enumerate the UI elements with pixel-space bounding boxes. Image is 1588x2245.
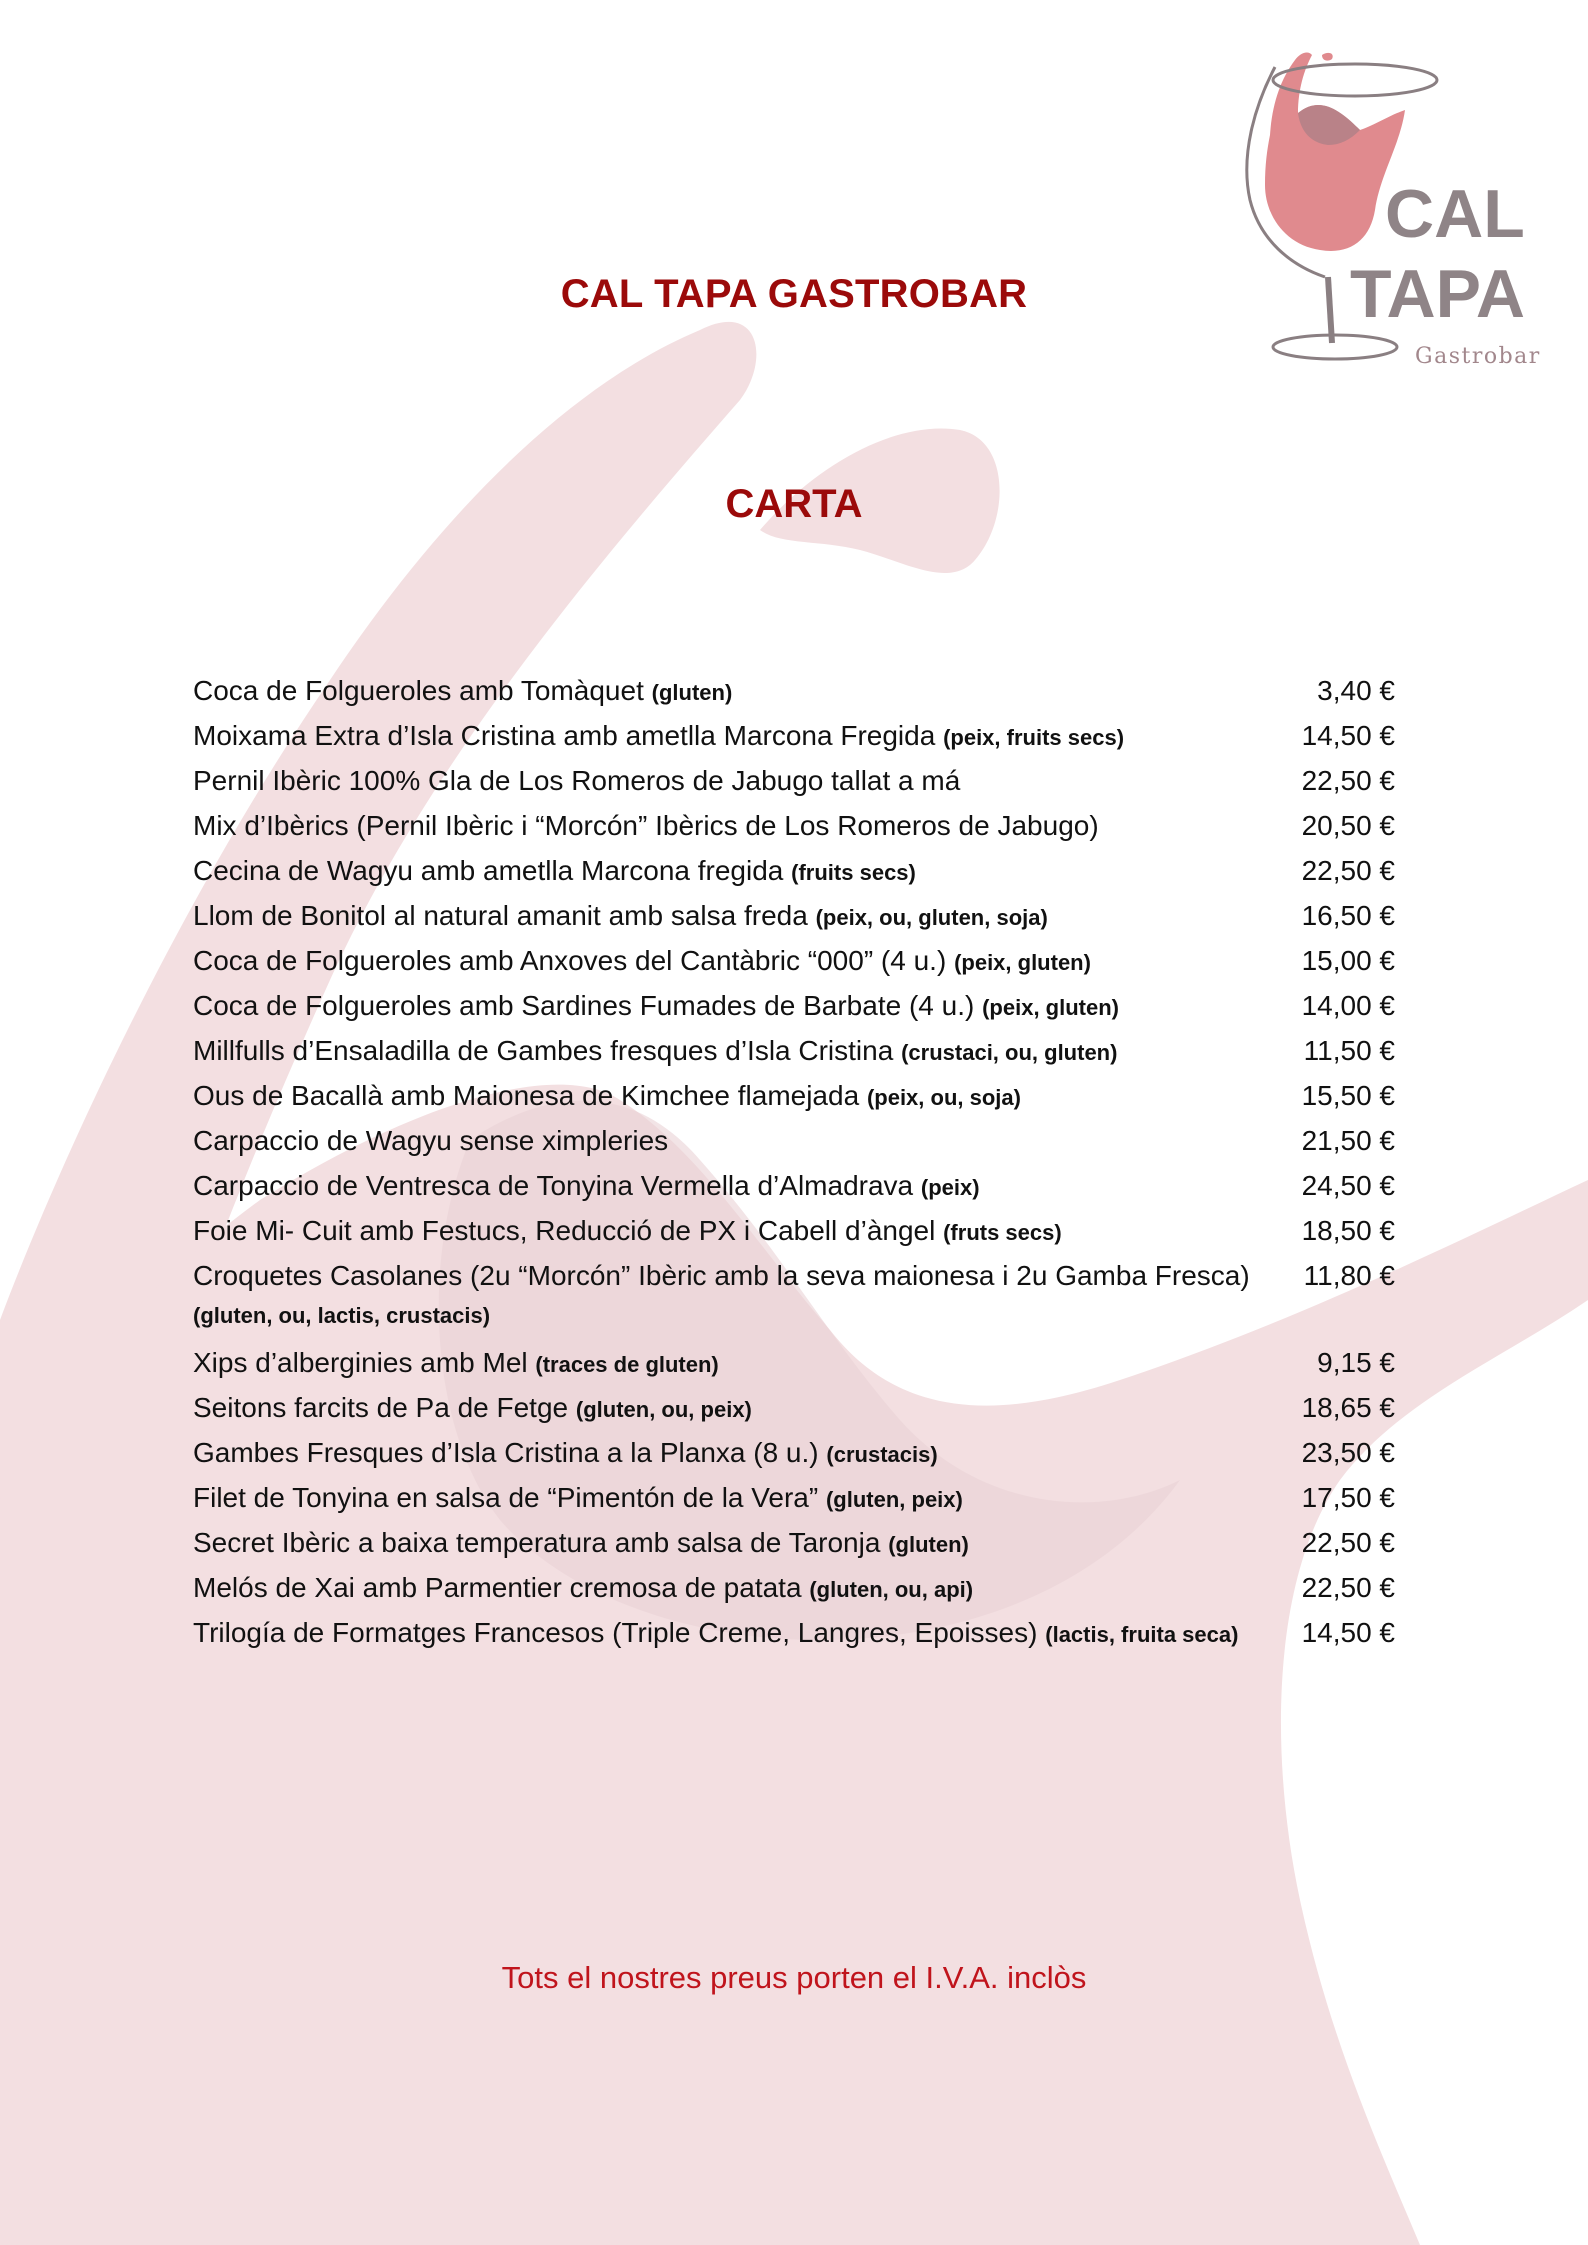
- item-name: Carpaccio de Ventresca de Tonyina Vermella d’Almadrava: [193, 1170, 914, 1201]
- item-name: Millfulls d’Ensaladilla de Gambes fresques d’Isla Cristina: [193, 1035, 894, 1066]
- menu-item: [193, 1118, 1395, 1163]
- item-allergens: (lactis, fruita seca): [1045, 1622, 1239, 1647]
- item-price: 22,50 €: [1301, 855, 1395, 886]
- item-price: 22,50 €: [1301, 765, 1395, 796]
- item-name: Trilogía de Formatges Francesos (Triple Creme, Langres, Epoisses): [193, 1617, 1038, 1648]
- menu-item: [193, 1073, 1395, 1118]
- item-price: 11,80 €: [1303, 1260, 1395, 1291]
- menu-item: [193, 758, 1395, 803]
- menu-item: [193, 1565, 1395, 1610]
- menu-item: [193, 1028, 1395, 1073]
- item-allergens: (gluten, ou, api): [809, 1577, 974, 1602]
- item-price: 15,50 €: [1301, 1080, 1395, 1111]
- item-price: 17,50 €: [1301, 1482, 1395, 1513]
- item-price: 16,50 €: [1301, 900, 1395, 931]
- menu-item: [193, 668, 1395, 713]
- item-price: 11,50 €: [1303, 1035, 1395, 1066]
- logo-tagline: Gastrobar: [1415, 344, 1541, 369]
- item-allergens: (traces de gluten): [535, 1352, 719, 1377]
- item-price: 22,50 €: [1301, 1527, 1395, 1558]
- item-allergens: (peix, ou, gluten, soja): [815, 905, 1048, 930]
- menu-item: [193, 1340, 1395, 1385]
- item-name: Mix d’Ibèrics (Pernil Ibèric i “Morcón” Ibèrics de Los Romeros de Jabugo): [193, 810, 1099, 841]
- item-allergens: (gluten, ou, peix): [575, 1397, 752, 1422]
- vat-included-note: Tots el nostres preus porten el I.V.A. inclòs: [501, 1960, 1087, 1995]
- menu-item: [193, 983, 1395, 1028]
- menu-item: [193, 893, 1395, 938]
- item-allergens: (gluten, peix): [825, 1487, 963, 1512]
- item-name: Coca de Folgueroles amb Sardines Fumades de Barbate (4 u.): [193, 990, 975, 1021]
- item-name: Moixama Extra d’Isla Cristina amb ametlla Marcona Fregida: [193, 720, 936, 751]
- item-allergens: (gluten, ou, lactis, crustacis): [193, 1303, 491, 1328]
- item-price: 22,50 €: [1301, 1572, 1395, 1603]
- menu-item: [193, 1208, 1395, 1253]
- menu-item: [193, 1163, 1395, 1208]
- item-price: 20,50 €: [1301, 810, 1395, 841]
- item-allergens: (peix, ou, soja): [866, 1085, 1021, 1110]
- logo-line2: TAPA: [1350, 256, 1526, 332]
- item-name: Croquetes Casolanes (2u “Morcón” Ibèric amb la seva maionesa i 2u Gamba Fresca): [193, 1260, 1250, 1291]
- item-price: 23,50 €: [1301, 1437, 1395, 1468]
- item-price: 21,50 €: [1301, 1125, 1395, 1156]
- menu-item: [193, 848, 1395, 893]
- menu-item: [193, 1520, 1395, 1565]
- wine-glass-logo-icon: [1210, 25, 1570, 385]
- item-allergens: (peix, fruits secs): [943, 725, 1125, 750]
- item-price: 15,00 €: [1301, 945, 1395, 976]
- item-price: 18,50 €: [1301, 1215, 1395, 1246]
- item-name: Pernil Ibèric 100% Gla de Los Romeros de Jabugo tallat a má: [193, 765, 961, 796]
- item-price: 24,50 €: [1301, 1170, 1395, 1201]
- item-allergens: (crustaci, ou, gluten): [901, 1040, 1118, 1065]
- cal-tapa-logo: [1210, 25, 1570, 385]
- menu-item: [193, 1475, 1395, 1520]
- item-allergens: (gluten): [888, 1532, 969, 1557]
- item-name: Ous de Bacallà amb Maionesa de Kimchee flamejada: [193, 1080, 860, 1111]
- item-price: 18,65 €: [1301, 1392, 1395, 1423]
- item-allergens: (fruts secs): [943, 1220, 1062, 1245]
- menu-item: [193, 713, 1395, 758]
- item-allergens: (peix, gluten): [954, 950, 1091, 975]
- item-price: 9,15 €: [1317, 1347, 1395, 1378]
- item-name: Coca de Folgueroles amb Anxoves del Cantàbric “000” (4 u.): [193, 945, 947, 976]
- item-price: 14,00 €: [1301, 990, 1395, 1021]
- item-name: Secret Ibèric a baixa temperatura amb salsa de Taronja: [193, 1527, 881, 1558]
- menu-item: [193, 803, 1395, 848]
- item-name: Seitons farcits de Pa de Fetge: [193, 1392, 569, 1423]
- page-title: CAL TAPA GASTROBAR: [560, 272, 1028, 316]
- item-price: 3,40 €: [1317, 675, 1395, 706]
- item-name: Coca de Folgueroles amb Tomàquet: [193, 675, 644, 706]
- menu-list: [193, 668, 1395, 1655]
- item-name: Cecina de Wagyu amb ametlla Marcona fregida: [193, 855, 784, 886]
- item-allergens: (gluten): [651, 680, 733, 705]
- item-name: Carpaccio de Wagyu sense ximpleries: [193, 1125, 669, 1156]
- item-name: Melós de Xai amb Parmentier cremosa de patata: [193, 1572, 802, 1603]
- item-name: Llom de Bonitol al natural amanit amb salsa freda: [193, 900, 808, 931]
- item-name: Gambes Fresques d’Isla Cristina a la Planxa (8 u.): [193, 1437, 819, 1468]
- item-allergens: (crustacis): [826, 1442, 938, 1467]
- item-name: Xips d’alberginies amb Mel: [193, 1347, 528, 1378]
- logo-line1: CAL: [1385, 176, 1525, 252]
- item-price: 14,50 €: [1301, 720, 1395, 751]
- item-name: Filet de Tonyina en salsa de “Pimentón de la Vera”: [193, 1482, 819, 1513]
- item-allergens: (peix): [920, 1175, 980, 1200]
- menu-item: [193, 938, 1395, 983]
- menu-item: [193, 1253, 1395, 1298]
- item-name: Foie Mi- Cuit amb Festucs, Reducció de PX i Cabell d’àngel: [193, 1215, 936, 1246]
- page-subtitle: CARTA: [725, 482, 863, 526]
- menu-item: [193, 1385, 1395, 1430]
- item-allergens: (fruits secs): [791, 860, 916, 885]
- item-price: 14,50 €: [1301, 1617, 1395, 1648]
- menu-item: [193, 1430, 1395, 1475]
- item-allergens: (peix, gluten): [982, 995, 1119, 1020]
- menu-item: [193, 1610, 1395, 1655]
